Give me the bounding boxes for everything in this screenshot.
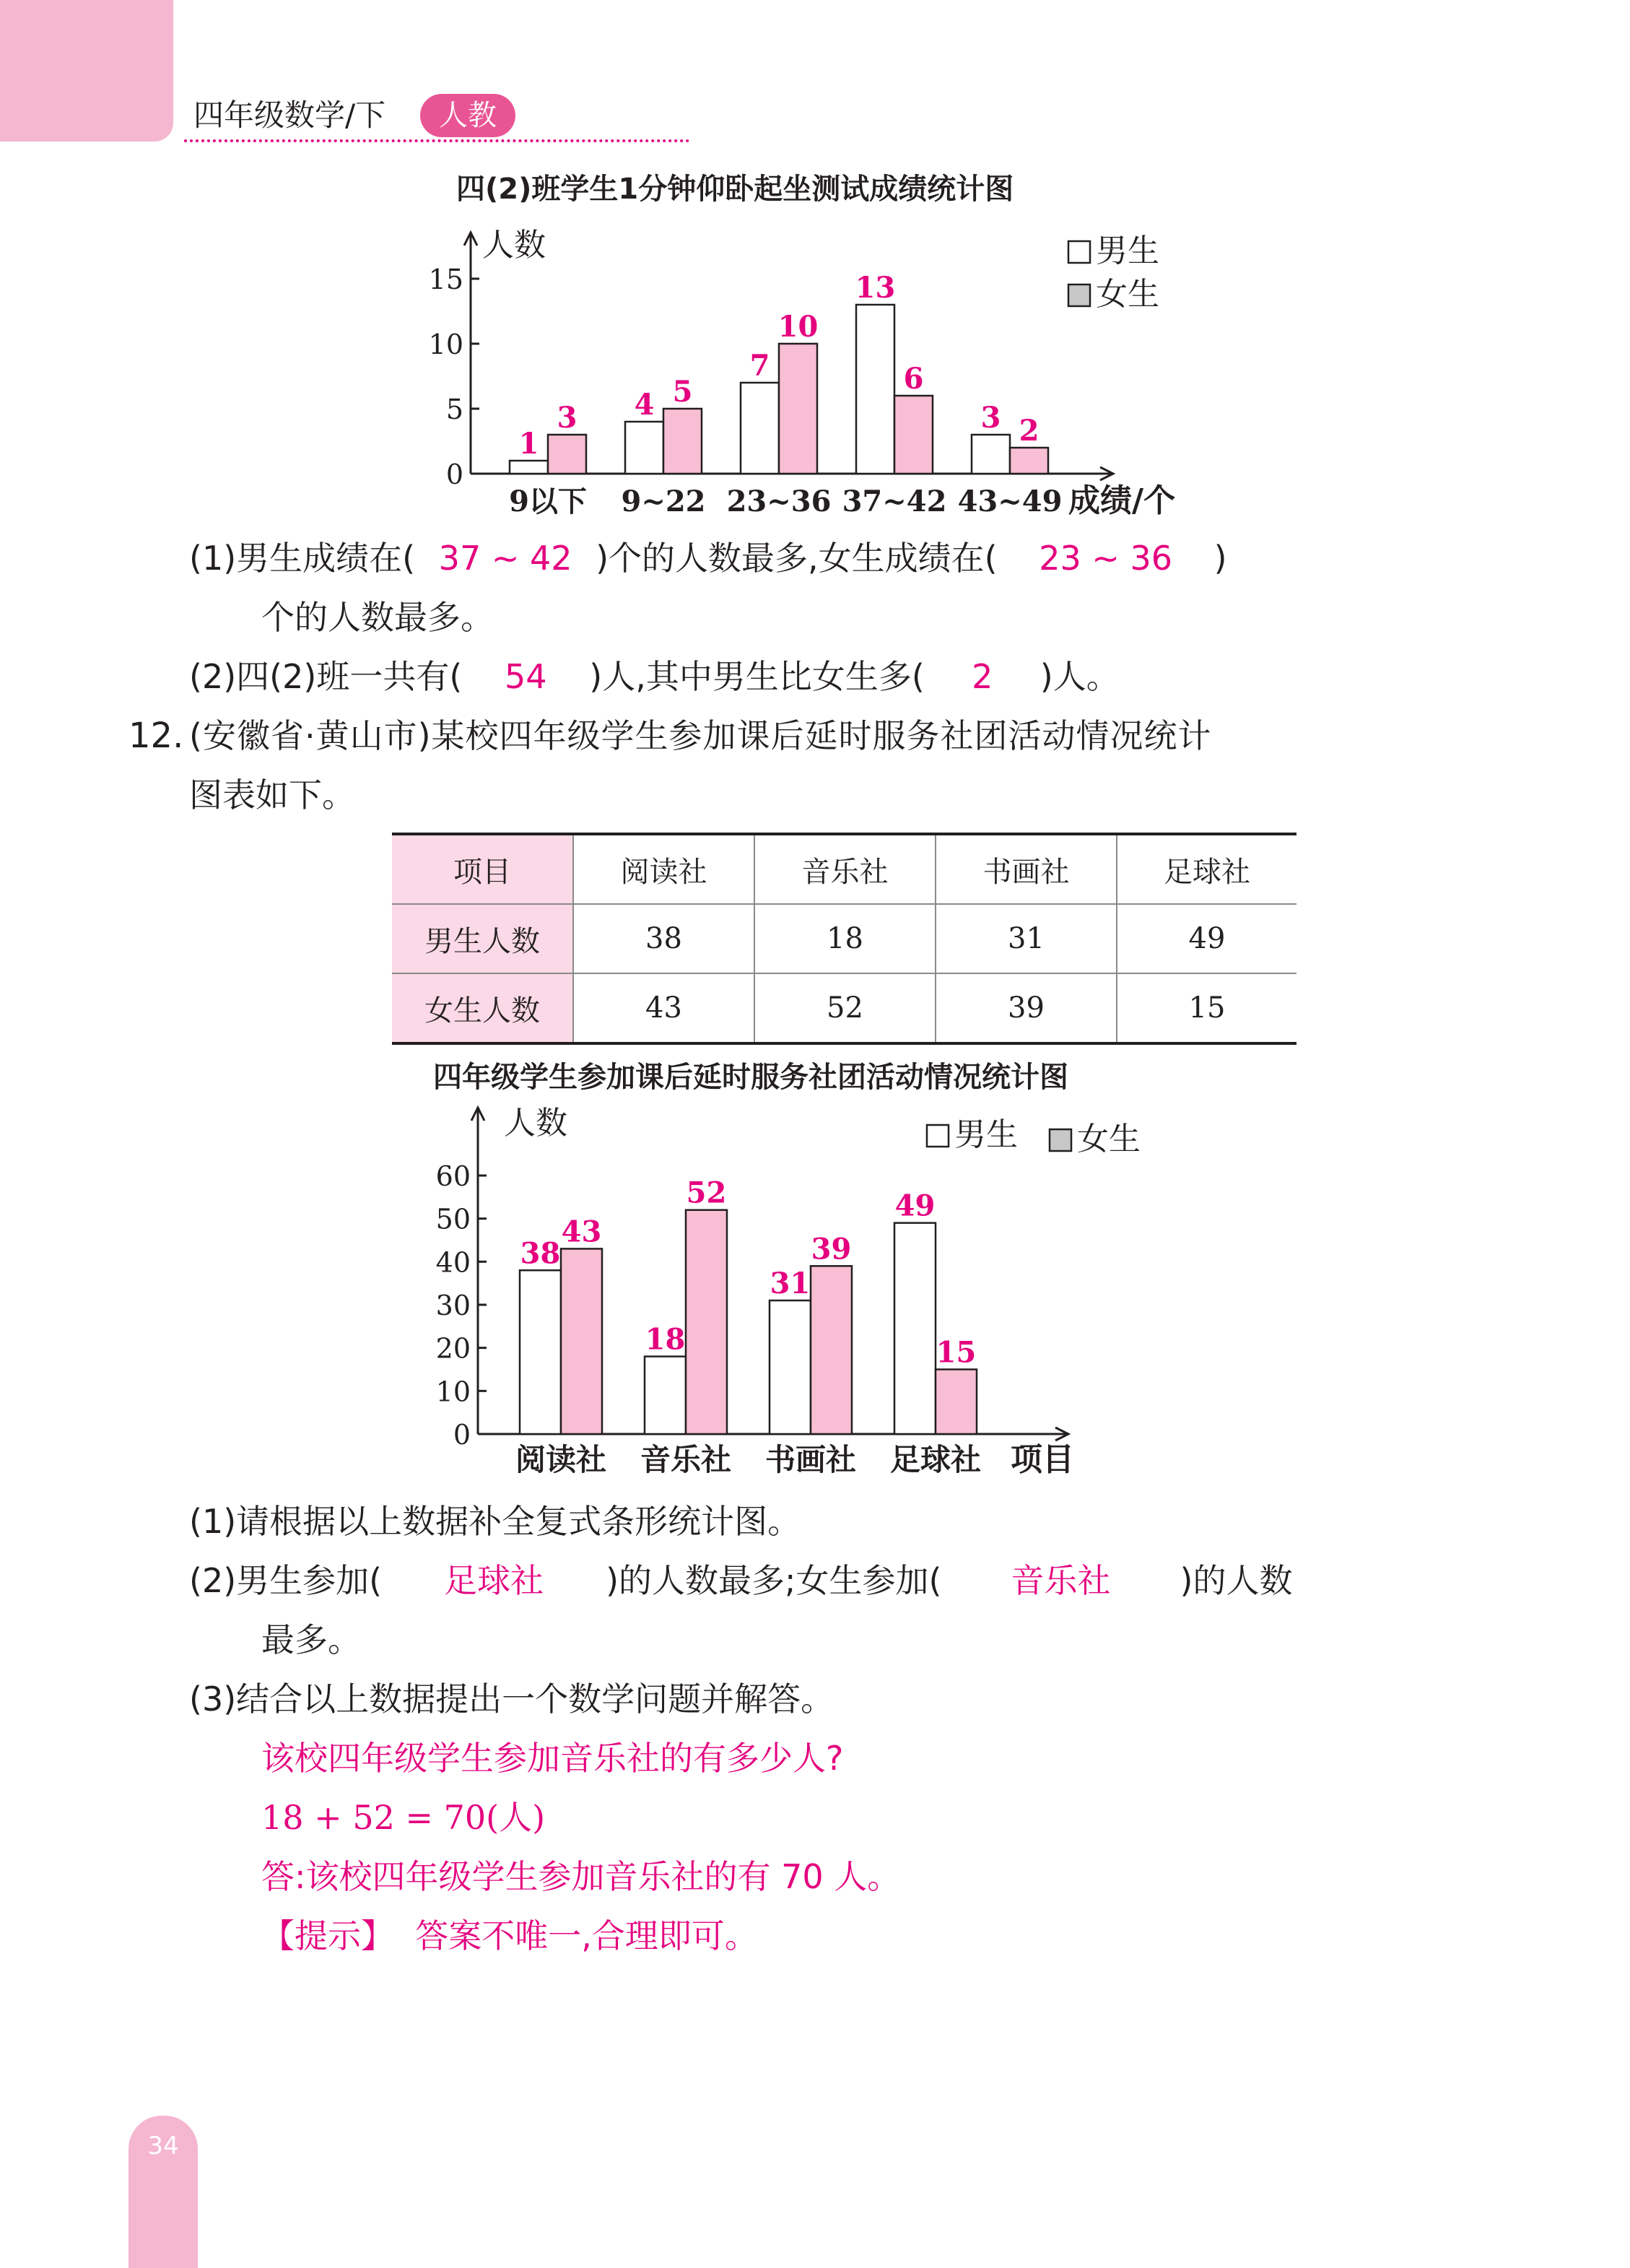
- table-header-cell: 阅读社: [573, 834, 754, 904]
- y-tick-label: 0: [453, 1419, 471, 1451]
- y-tick-label: 15: [428, 264, 463, 295]
- bar-value-label: 31: [770, 1266, 811, 1301]
- category-label: 43~49: [957, 485, 1063, 518]
- table-row-label: 男生人数: [392, 904, 573, 973]
- legend-label: 女生: [1096, 276, 1159, 313]
- chart2-title: 四年级学生参加课后延时服务社团活动情况统计图: [433, 1061, 1068, 1094]
- legend-swatch: [1068, 284, 1090, 306]
- answer-statement: 答:该校四年级学生参加音乐社的有 70 人。: [261, 1857, 901, 1896]
- q12-part2-cont: 最多。: [261, 1620, 361, 1659]
- bar-value-label: 5: [672, 375, 693, 409]
- bar-girls: [936, 1370, 977, 1435]
- y-tick-label: 40: [435, 1246, 471, 1279]
- bar-value-label: 52: [686, 1176, 727, 1210]
- bar-boys: [510, 461, 548, 474]
- bar-girls: [779, 344, 817, 474]
- bar-value-label: 2: [1019, 414, 1040, 448]
- edition-badge: 人教: [420, 94, 515, 137]
- bar-boys: [770, 1300, 811, 1434]
- bar-girls: [663, 409, 702, 474]
- q11-part2: [189, 654, 1120, 699]
- table-cell: 43: [573, 973, 754, 1043]
- bar-value-label: 1: [518, 427, 539, 461]
- legend-label: 男生: [1096, 233, 1159, 269]
- q11-answer-2: 23 ~ 36: [1039, 539, 1173, 578]
- table-header-cell: 项目: [392, 834, 573, 904]
- table-header-cell: 足球社: [1117, 834, 1296, 904]
- bar-boys: [741, 383, 779, 474]
- y-tick-label: 10: [428, 329, 463, 360]
- bar-value-label: 43: [561, 1215, 602, 1249]
- legend-swatch: [1068, 241, 1090, 263]
- page-number-tab: [128, 2116, 198, 2268]
- category-label: 足球社: [889, 1442, 982, 1477]
- table-header-cell: 音乐社: [754, 834, 936, 904]
- bar-value-label: 18: [645, 1322, 686, 1357]
- table-row-label: 女生人数: [392, 973, 573, 1043]
- q12-part3: (3)结合以上数据提出一个数学问题并解答。: [189, 1680, 834, 1719]
- answer-hint: 【提示】 答案不唯一,合理即可。: [261, 1916, 758, 1955]
- q12-p2-text-b: )的人数最多;女生参加(: [606, 1561, 942, 1600]
- q11-answer-1: 37 ~ 42: [438, 539, 572, 578]
- q12-answer-2: 音乐社: [1011, 1561, 1111, 1600]
- bar-boys: [856, 305, 894, 474]
- q11-part1-cont: 个的人数最多。: [261, 598, 494, 637]
- bar-value-label: 7: [749, 349, 770, 383]
- y-axis-label: 人数: [482, 227, 546, 264]
- table-row: [392, 973, 1296, 1043]
- category-label: 37~42: [842, 485, 947, 518]
- q12-intro: (安徽省·黄山市)某校四年级学生参加课后延时服务社团活动情况统计: [189, 716, 1212, 755]
- y-tick-label: 60: [435, 1160, 471, 1192]
- legend-swatch: [927, 1125, 949, 1147]
- answer-equation: 18 + 52 = 70(人): [261, 1798, 546, 1837]
- bar-boys: [625, 422, 663, 474]
- q11-p1-text-c: ): [1213, 539, 1227, 578]
- q11-p2-text-a: (2)四(2)班一共有(: [189, 657, 463, 696]
- q11-p1-text-a: (1)男生成绩在(: [189, 539, 416, 578]
- table-cell: 52: [754, 973, 936, 1043]
- club-table: [392, 833, 1296, 1045]
- bar-boys: [520, 1270, 561, 1434]
- table-row: [392, 904, 1296, 973]
- bar-girls: [686, 1210, 727, 1434]
- bar-girls: [811, 1266, 852, 1434]
- corner-tab: [0, 0, 173, 142]
- bar-value-label: 3: [980, 401, 1001, 435]
- bar-value-label: 4: [634, 388, 655, 422]
- q12-part1: (1)请根据以上数据补全复式条形统计图。: [189, 1502, 801, 1541]
- table-cell: 31: [936, 904, 1117, 973]
- bar-girls: [561, 1248, 602, 1434]
- y-tick-label: 50: [435, 1203, 471, 1235]
- bar-value-label: 3: [557, 401, 578, 435]
- header-title: 四年级数学/下: [193, 97, 386, 133]
- category-label: 9~22: [621, 485, 706, 518]
- chart2: [404, 1092, 1198, 1496]
- legend-label: 男生: [954, 1116, 1018, 1153]
- bar-value-label: 38: [520, 1236, 561, 1271]
- x-axis-label: 项目: [1011, 1441, 1074, 1478]
- q12-p2-text-c: )的人数: [1180, 1561, 1293, 1600]
- legend-label: 女生: [1077, 1121, 1141, 1157]
- category-label: 音乐社: [640, 1442, 732, 1477]
- answer-question: 该校四年级学生参加音乐社的有多少人?: [261, 1739, 844, 1778]
- bar-boys: [894, 1223, 936, 1434]
- q11-answer-4: 2: [972, 657, 993, 696]
- q11-part1: [189, 536, 1227, 581]
- table-cell: 18: [754, 904, 936, 973]
- bar-value-label: 15: [936, 1335, 977, 1370]
- table-header-row: [392, 834, 1296, 904]
- legend-swatch: [1050, 1129, 1071, 1151]
- chart1-title: 四(2)班学生1分钟仰卧起坐测试成绩统计图: [456, 173, 1014, 206]
- y-tick-label: 5: [445, 394, 463, 425]
- q11-p2-text-b: )人,其中男生比女生多(: [589, 657, 925, 696]
- bar-girls: [1010, 448, 1048, 474]
- q11-p1-text-b: )个的人数最多,女生成绩在(: [596, 539, 998, 578]
- q11-p2-text-c: )人。: [1040, 657, 1120, 696]
- table-cell: 15: [1117, 973, 1296, 1043]
- q12-number: 12.: [128, 716, 184, 756]
- category-label: 阅读社: [515, 1442, 607, 1477]
- q12-part2: [189, 1558, 1292, 1603]
- bar-value-label: 39: [811, 1232, 852, 1266]
- q11-answer-3: 54: [504, 657, 547, 696]
- bar-value-label: 13: [855, 271, 896, 305]
- table-cell: 39: [936, 973, 1117, 1043]
- category-label: 书画社: [764, 1442, 857, 1477]
- bar-boys: [972, 435, 1010, 474]
- header-divider: [184, 139, 689, 142]
- bar-boys: [645, 1357, 686, 1434]
- y-tick-label: 0: [445, 459, 463, 490]
- y-tick-label: 10: [435, 1376, 471, 1408]
- y-tick-label: 30: [435, 1290, 471, 1321]
- category-label: 9以下: [509, 485, 587, 518]
- table-cell: 49: [1117, 904, 1296, 973]
- page-number: 34: [147, 2132, 179, 2160]
- q12-intro-cont: 图表如下。: [189, 775, 355, 814]
- chart1: [404, 209, 1227, 527]
- category-label: 23~36: [726, 485, 832, 518]
- bar-value-label: 10: [777, 310, 819, 344]
- table-header-cell: 书画社: [936, 834, 1117, 904]
- y-axis-label: 人数: [504, 1105, 567, 1142]
- bar-value-label: 49: [894, 1189, 936, 1223]
- q12-p2-text-a: (2)男生参加(: [189, 1561, 383, 1600]
- bar-girls: [548, 435, 586, 474]
- q12-answer-1: 足球社: [444, 1561, 544, 1600]
- y-tick-label: 20: [435, 1332, 471, 1365]
- x-axis-label: 成绩/个: [1068, 482, 1176, 519]
- bar-girls: [894, 396, 933, 474]
- bar-value-label: 6: [903, 362, 924, 396]
- table-cell: 38: [573, 904, 754, 973]
